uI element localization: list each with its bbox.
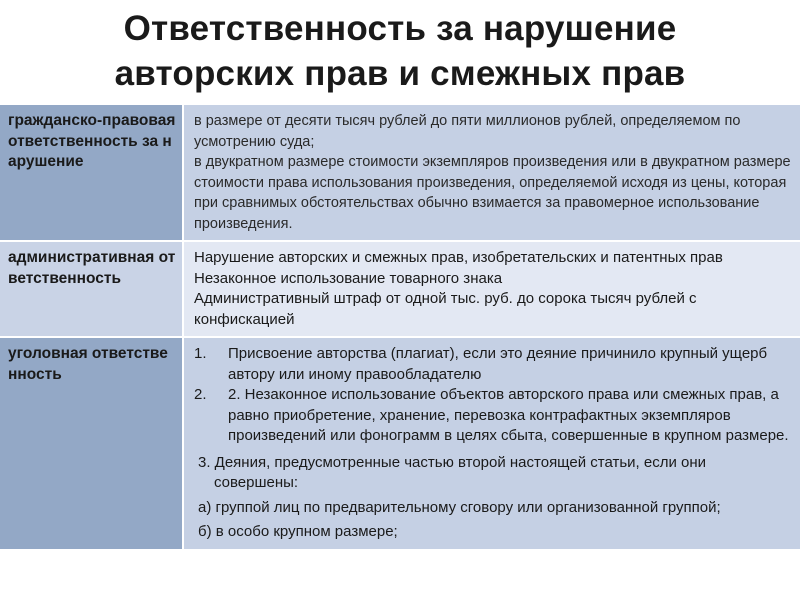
table-row-administrative bbox=[0, 241, 800, 337]
criminal-list bbox=[192, 344, 792, 447]
row-label-civil: гражданско-правовая ответственность за нарушение bbox=[8, 112, 176, 170]
row-content-cell bbox=[183, 104, 800, 241]
row-label-cell bbox=[0, 241, 183, 337]
row-content-criminal bbox=[184, 338, 800, 549]
title-line-1: Ответственность за нарушение bbox=[123, 9, 677, 48]
row-label-criminal: уголовная ответственность bbox=[8, 345, 168, 383]
responsibility-table bbox=[0, 103, 800, 549]
row-label-administrative: административная ответственность bbox=[8, 249, 176, 287]
table-row-criminal bbox=[0, 337, 800, 549]
civil-paragraph-2: в двукратном размере стоимости экземпляров произведения или в двукратном размере стоимости права использования произведения, определяемой исходя из цены, которая при сравнимых обстоятельствах обычно взимается за правомерное использование произведения. bbox=[194, 154, 791, 232]
row-content-cell bbox=[183, 241, 800, 337]
row-content-civil bbox=[184, 105, 800, 240]
admin-paragraph-1: Нарушение авторских и смежных прав, изобретательских и патентных прав bbox=[194, 249, 723, 266]
list-item bbox=[192, 344, 792, 385]
list-item-number: 2. bbox=[194, 386, 207, 403]
table-row-civil bbox=[0, 104, 800, 241]
criminal-extra-3: б) в особо крупном размере; bbox=[198, 523, 398, 540]
row-content-cell bbox=[183, 337, 800, 549]
row-label-cell bbox=[0, 337, 183, 549]
title-line-2: авторских прав и смежных прав bbox=[114, 54, 686, 93]
admin-paragraph-2: Незаконное использование товарного знака bbox=[194, 269, 503, 287]
criminal-extra-2: а) группой лиц по предварительному сговору или организованной группой; bbox=[198, 498, 721, 516]
admin-paragraph-3: Административный штраф от одной тыс. руб. до сорока тысяч рублей с конфискацией bbox=[194, 290, 697, 328]
list-item-text: Присвоение авторства (плагиат), если это деяние причинило крупный ущерб автору или иному правообладателю bbox=[228, 345, 768, 383]
civil-paragraph-1: в размере от десяти тысяч рублей до пяти миллионов рублей, определяемом по усмотрению суда; bbox=[194, 113, 741, 150]
list-item-text: 2. Незаконное использование объектов авторского права или смежных прав, а равно приобретение, хранение, перевозка контрафактных экземпляров произведений или фонограмм в целях сбыта, совершенные в крупном размере. bbox=[228, 386, 789, 444]
criminal-extra-1: 3. Деяния, предусмотренные частью второй настоящей статьи, если они совершены: bbox=[198, 453, 707, 491]
list-item-number: 1. bbox=[194, 345, 207, 362]
list-item bbox=[192, 385, 792, 447]
row-label-cell bbox=[0, 104, 183, 241]
page-title bbox=[0, 6, 800, 96]
row-content-administrative bbox=[184, 242, 800, 336]
